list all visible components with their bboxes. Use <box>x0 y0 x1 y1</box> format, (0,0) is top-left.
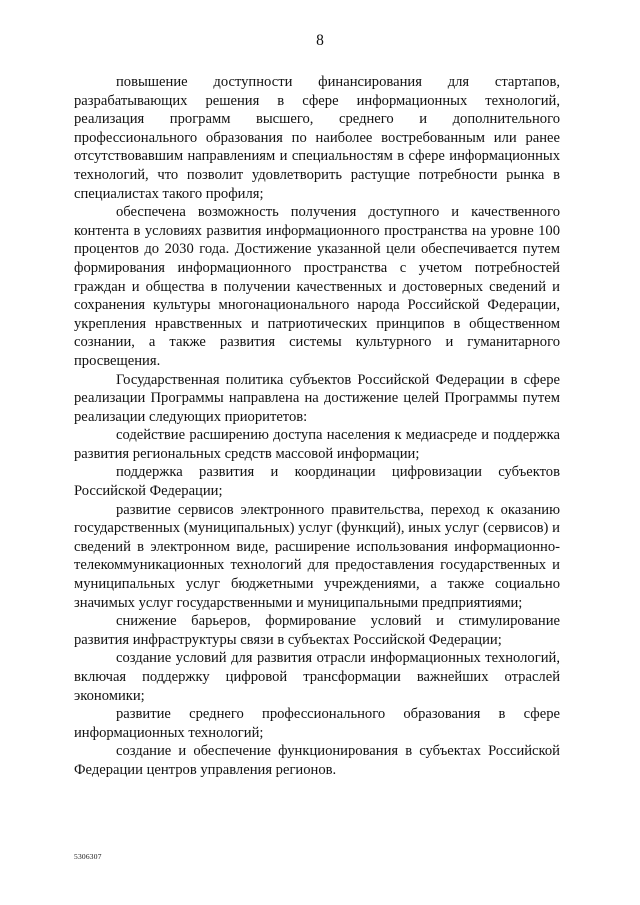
paragraph-startup-financing: повышение доступности финансирования для стартапов, разрабатывающих решения в сфере информационных технологий, реализация программ высшего, среднего и дополнительного профессионального образования по наиболее востребованным или ранее отсутствовавшим направлениям и специальностям в сфере информационных технологий, что позволит удовлетворить растущие потребности рынка в специалистах такого профиля; <box>74 74 560 202</box>
page-number: 8 <box>316 32 324 49</box>
document-code: 5306307 <box>74 852 102 861</box>
list-item-digitalization-support: поддержка развития и координации цифровизации субъектов Российской Федерации; <box>74 464 560 500</box>
list-item-it-industry: создание условий для развития отрасли информационных технологий, включая поддержку цифровой трансформации важнейших отраслей экономики; <box>74 650 560 704</box>
paragraph-content-access: обеспечена возможность получения доступного и качественного контента в условиях развития информационного пространства на уровне 100 процентов до 2030 года. Достижение указанной цели обеспечивается путем формирования информационного пространства с учетом потребностей граждан и общества в получении качественных и достоверных сведений и сохранения культуры многонационального народа Российской Федерации, укрепления нравственных и патриотических принципов в общественном сознании, а также развития системы культурного и гуманитарного просвещения. <box>74 204 560 369</box>
list-item-e-government: развитие сервисов электронного правительства, переход к оказанию государственных (муниципальных) услуг (функций), иных услуг (сервисов) и сведений в электронном виде, расширение использования информационно-телекоммуникационных технологий для предоставления государственных и муниципальных услуг бюджетными учреждениями, а также социально значимых услуг государственными и муниципальными предприятиями; <box>74 501 560 611</box>
paragraph-regional-policy: Государственная политика субъектов Российской Федерации в сфере реализации Программы направлена на достижение целей Программы путем реализации следующих приоритетов: <box>74 371 560 425</box>
list-item-vocational-education: развитие среднего профессионального образования в сфере информационных технологий; <box>74 706 560 741</box>
list-item-communication-infrastructure: снижение барьеров, формирование условий и стимулирование развития инфраструктуры связи в субъектах Российской Федерации; <box>74 613 560 648</box>
body-text <box>74 73 560 780</box>
list-item-regional-control-centers: создание и обеспечение функционирования в субъектах Российской Федерации центров управления регионов. <box>74 743 560 778</box>
list-item-media-access: содействие расширению доступа населения к медиасреде и поддержка развития региональных средств массовой информации; <box>74 427 560 462</box>
